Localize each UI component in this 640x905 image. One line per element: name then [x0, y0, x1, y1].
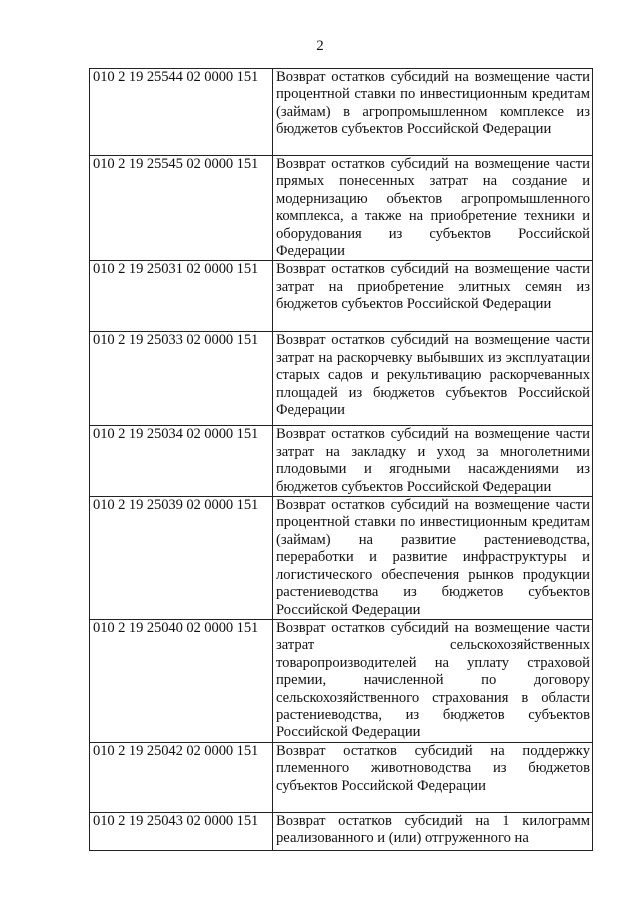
description-cell: Возврат остатков субсидий на возмещение части прямых понесенных затрат на создание и модернизацию объектов агропромышленного комплекса, а также на приобретение техники и оборудования из субъектов Российской Федерации [273, 156, 593, 261]
table-row [90, 332, 593, 426]
description-cell: Возврат остатков субсидий на возмещение части затрат на раскорчевку выбывших из эксплуатации старых садов и рекультивацию раскорчеванных площадей из бюджетов субъектов Российской Федерации [273, 332, 593, 426]
budget-codes-table [89, 68, 593, 851]
budget-code-cell: 010 2 19 25031 02 0000 151 [90, 261, 273, 332]
description-cell: Возврат остатков субсидий на возмещение части процентной ставки по инвестиционным кредитам (займам) на развитие растениеводства, переработки и развитие инфраструктуры и логистического обеспечения рынков продукции растениеводства из бюджетов субъектов Российской Федерации [273, 497, 593, 620]
budget-code-cell: 010 2 19 25043 02 0000 151 [90, 812, 273, 850]
budget-code-cell: 010 2 19 25042 02 0000 151 [90, 742, 273, 812]
table-row [90, 497, 593, 620]
budget-code-cell: 010 2 19 25040 02 0000 151 [90, 619, 273, 742]
budget-code-cell: 010 2 19 25544 02 0000 151 [90, 69, 273, 156]
table-row [90, 619, 593, 742]
budget-code-cell: 010 2 19 25033 02 0000 151 [90, 332, 273, 426]
table-row [90, 812, 593, 850]
table-row [90, 69, 593, 156]
description-cell: Возврат остатков субсидий на поддержку племенного животноводства из бюджетов субъектов Российской Федерации [273, 742, 593, 812]
table-row [90, 426, 593, 497]
table-row [90, 261, 593, 332]
description-cell: Возврат остатков субсидий на возмещение части процентной ставки по инвестиционным кредитам (займам) в агропромышленном комплексе из бюджетов субъектов Российской Федерации [273, 69, 593, 156]
table-row [90, 156, 593, 261]
table-row [90, 742, 593, 812]
budget-code-cell: 010 2 19 25545 02 0000 151 [90, 156, 273, 261]
description-cell: Возврат остатков субсидий на 1 килограмм реализованного и (или) отгруженного на [273, 812, 593, 850]
description-cell: Возврат остатков субсидий на возмещение части затрат сельскохозяйственных товаропроизводителей на уплату страховой премии, начисленной по договору сельскохозяйственного страхования в области растениеводства, из бюджетов субъектов Российской Федерации [273, 619, 593, 742]
description-cell: Возврат остатков субсидий на возмещение части затрат на приобретение элитных семян из бюджетов субъектов Российской Федерации [273, 261, 593, 332]
description-cell: Возврат остатков субсидий на возмещение части затрат на закладку и уход за многолетними плодовыми и ягодными насаждениями из бюджетов субъектов Российской Федерации [273, 426, 593, 497]
budget-code-cell: 010 2 19 25039 02 0000 151 [90, 497, 273, 620]
budget-code-cell: 010 2 19 25034 02 0000 151 [90, 426, 273, 497]
page-number: 2 [316, 38, 324, 54]
